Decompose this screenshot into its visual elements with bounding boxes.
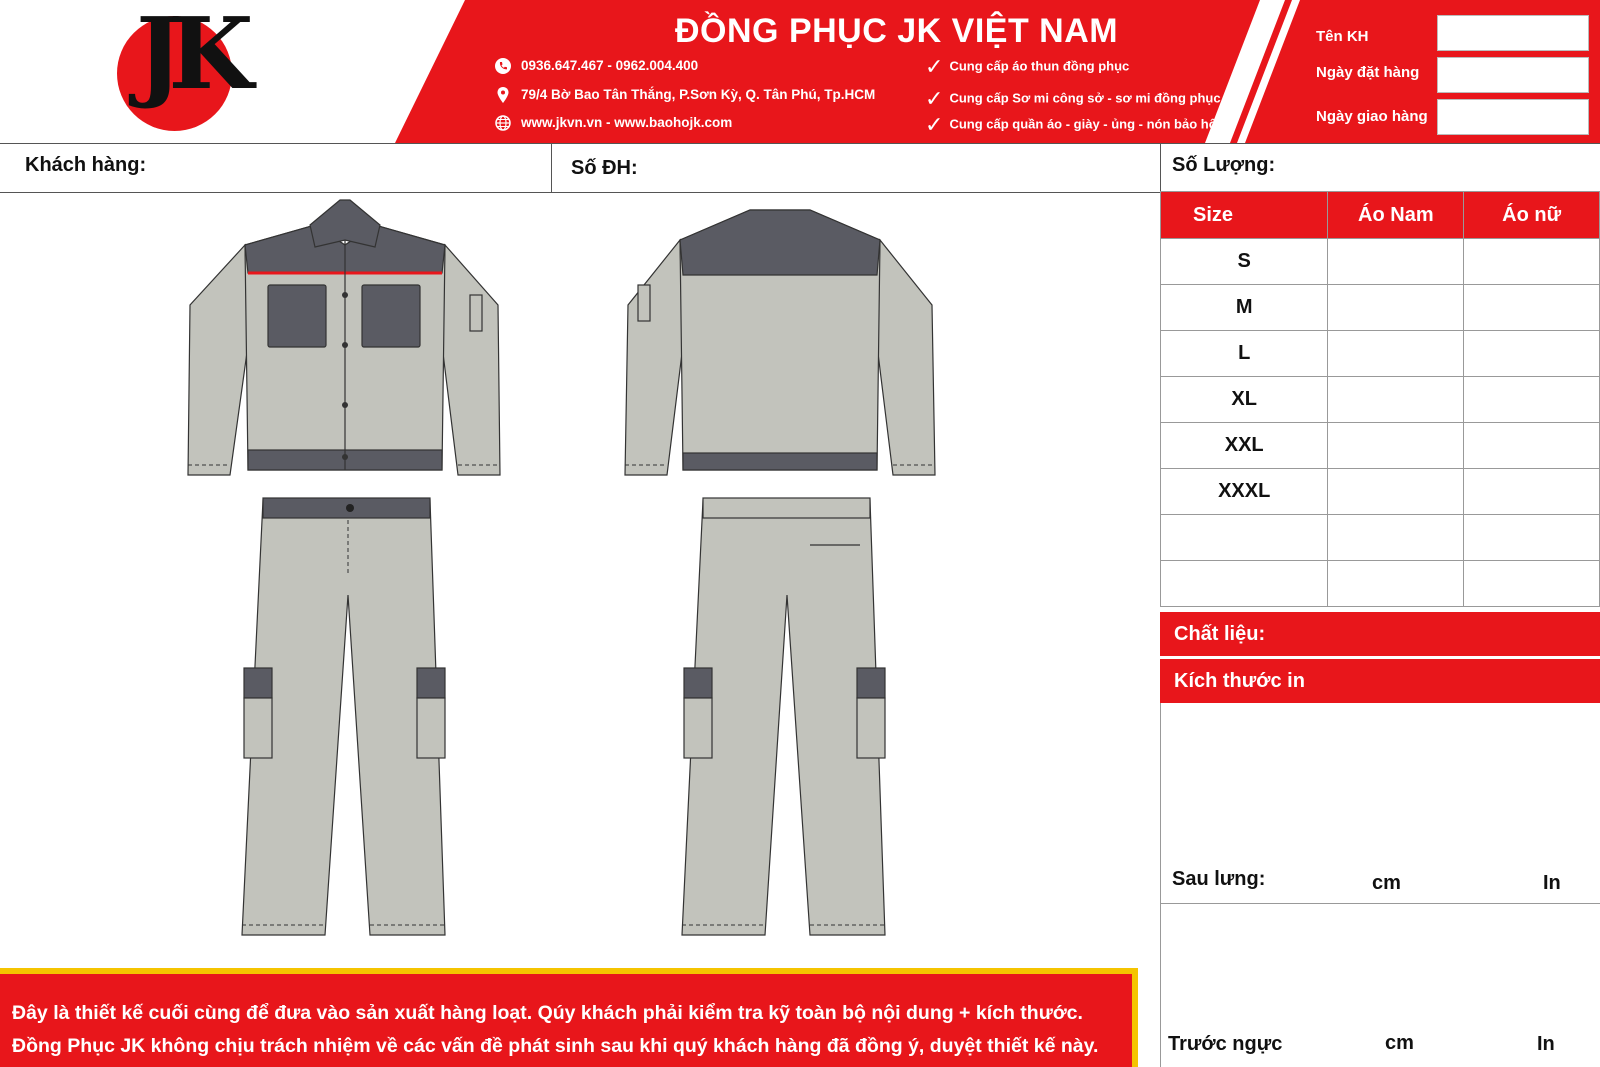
jacket-front-left-sleeve [188, 245, 248, 475]
check-icon: ✓ [925, 86, 944, 111]
men-qty-cell[interactable] [1328, 469, 1464, 515]
men-qty-cell[interactable] [1328, 239, 1464, 285]
pants-right-cargo-flap [417, 668, 445, 698]
pants-back-left-cargo-flap [684, 668, 712, 698]
pants-back [682, 498, 885, 935]
size-cell: XXXL [1161, 469, 1328, 515]
size-cell[interactable] [1161, 561, 1328, 607]
order-date-field[interactable] [1437, 57, 1589, 93]
jacket-back-hem [683, 453, 877, 470]
men-qty-cell[interactable] [1328, 561, 1464, 607]
material-bar: Chất liệu: [1160, 612, 1600, 656]
jacket-back-right-sleeve [877, 240, 935, 475]
men-qty-cell[interactable] [1328, 377, 1464, 423]
table-row [1161, 285, 1600, 331]
address-text: 79/4 Bờ Bao Tân Thắng, P.Sơn Kỳ, Q. Tân Phú, Tp.HCM [521, 87, 876, 102]
divider [1160, 144, 1161, 192]
back-label: Sau lưng: [1172, 868, 1266, 890]
phone-text: 0936.647.467 - 0962.004.400 [521, 58, 699, 73]
men-header: Áo Nam [1328, 192, 1464, 239]
jacket-front-collar [310, 200, 380, 247]
table-row [1161, 515, 1600, 561]
company-name: ĐỒNG PHỤC JK VIỆT NAM [675, 12, 1119, 50]
size-cell: XXL [1161, 423, 1328, 469]
service-item [925, 112, 1227, 138]
jacket-front-right-sleeve [442, 245, 500, 475]
size-table [1160, 191, 1600, 607]
jacket-back-left-sleeve [625, 240, 683, 475]
contact-address [495, 87, 875, 103]
table-row [1161, 423, 1600, 469]
delivery-date-label: Ngày giao hàng [1316, 108, 1428, 125]
customer-name-field[interactable] [1437, 15, 1589, 51]
front-unit-cm: cm [1385, 1032, 1414, 1054]
header [0, 0, 1600, 143]
women-qty-cell[interactable] [1464, 469, 1600, 515]
service-text: Cung cấp Sơ mi công sở - sơ mi đồng phục [949, 90, 1221, 106]
back-unit-cm: cm [1372, 872, 1401, 894]
pants-back-left-cargo-pocket [684, 698, 712, 758]
pants-back-right-cargo-flap [857, 668, 885, 698]
globe-icon [495, 115, 511, 131]
check-icon: ✓ [925, 112, 944, 137]
front-label: Trước ngực [1168, 1033, 1283, 1055]
jacket-left-pocket [268, 285, 326, 347]
order-number-label: Số ĐH: [571, 157, 638, 179]
size-table-header [1161, 192, 1600, 239]
size-cell: XL [1161, 377, 1328, 423]
jacket-right-pocket [362, 285, 420, 347]
check-icon: ✓ [925, 54, 944, 79]
jacket-back [625, 210, 935, 475]
size-cell: S [1161, 239, 1328, 285]
garment-drawings [180, 195, 1140, 955]
info-row [0, 143, 1600, 193]
women-qty-cell[interactable] [1464, 561, 1600, 607]
jacket-front [188, 200, 500, 475]
front-unit-in: In [1537, 1033, 1555, 1055]
service-text: Cung cấp áo thun đồng phục [949, 58, 1130, 74]
table-row [1161, 331, 1600, 377]
size-cell: M [1161, 285, 1328, 331]
customer-name-label: Tên KH [1316, 28, 1369, 45]
jacket-back-yoke [680, 210, 880, 275]
size-cell: L [1161, 331, 1328, 377]
men-qty-cell[interactable] [1328, 331, 1464, 377]
table-row [1161, 469, 1600, 515]
disclaimer-line-1: Đây là thiết kế cuối cùng để đưa vào sản xuất hàng loạt. Qúy khách phải kiểm tra kỹ toàn bộ nội dung + kích thước. [12, 1002, 1083, 1024]
jacket-back-sleeve-pocket [638, 285, 650, 321]
women-qty-cell[interactable] [1464, 423, 1600, 469]
table-row [1161, 239, 1600, 285]
table-row [1161, 561, 1600, 607]
jacket-sleeve-pocket [470, 295, 482, 331]
website-text: www.jkvn.vn - www.baohojk.com [521, 115, 733, 130]
back-unit-in: In [1543, 872, 1561, 894]
divider [551, 144, 552, 192]
customer-label: Khách hàng: [25, 154, 147, 176]
location-pin-icon [495, 87, 511, 103]
logo-text: JK [136, 0, 240, 112]
men-qty-cell[interactable] [1328, 285, 1464, 331]
pants-left-cargo-pocket [244, 698, 272, 758]
women-qty-cell[interactable] [1464, 285, 1600, 331]
order-date-label: Ngày đặt hàng [1316, 64, 1420, 81]
men-qty-cell[interactable] [1328, 423, 1464, 469]
pants-back-waistband [703, 498, 870, 518]
women-qty-cell[interactable] [1464, 377, 1600, 423]
service-text: Cung cấp quần áo - giày - ủng - nón bảo hộ... [949, 116, 1228, 132]
men-qty-cell[interactable] [1328, 515, 1464, 561]
size-cell[interactable] [1161, 515, 1328, 561]
contact-phone [495, 58, 698, 74]
print-size-bar: Kích thước in [1160, 659, 1600, 703]
women-qty-cell[interactable] [1464, 331, 1600, 377]
women-qty-cell[interactable] [1464, 239, 1600, 285]
quantity-label: Số Lượng: [1172, 154, 1276, 176]
phone-icon [495, 58, 511, 74]
pants-right-cargo-pocket [417, 698, 445, 758]
delivery-date-field[interactable] [1437, 99, 1589, 135]
pants-back-right-cargo-pocket [857, 698, 885, 758]
pants-left-cargo-flap [244, 668, 272, 698]
women-header: Áo nữ [1464, 192, 1600, 239]
table-row [1161, 377, 1600, 423]
service-item [925, 86, 1221, 112]
disclaimer-line-2: Đồng Phục JK không chịu trách nhiệm về các vấn đề phát sinh sau khi quý khách hàng đã đồng ý, duyệt thiết kế này. [12, 1035, 1099, 1057]
service-item [925, 54, 1129, 80]
size-header: Size [1161, 192, 1328, 239]
disclaimer-footer [0, 968, 1138, 1067]
women-qty-cell[interactable] [1464, 515, 1600, 561]
pants-front [242, 498, 445, 935]
divider [1160, 903, 1600, 904]
contact-website [495, 115, 732, 131]
